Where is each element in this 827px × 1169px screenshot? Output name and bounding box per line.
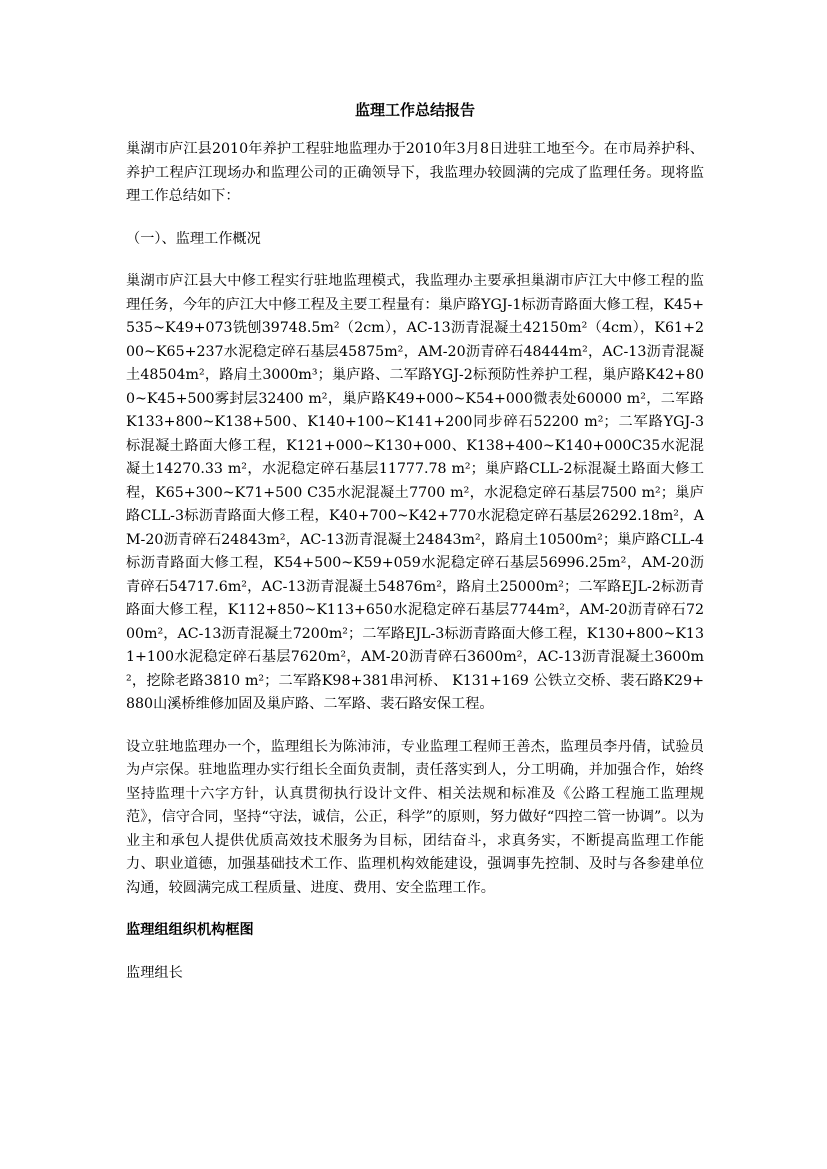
document-title: 监理工作总结报告 [354,101,475,119]
intro-paragraph: 巢湖市庐江县2010年养护工程驻地监理办于2010年3月8日进驻工地至今。在市局养护科、养护工程庐江现场办和监理公司的正确领导下，我监理办较圆满的完成了监理任务。现将监理工作总结如下： [126,141,704,204]
document-page [126,98,704,1004]
organization-paragraph: 设立驻地监理办一个，监理组长为陈沛沛，专业监理工程师王善杰，监理员李丹倩，试验员为卢宗保。驻地监理办实行组长全面负责制，责任落实到人，分工明确，并加强合作，始终坚持监理十六字方针，认真贯彻执行设计文件、相关法规和标准及《公路工程施工监理规范》，信守合同，坚持“守法，诚信，公正，科学”的原则，努力做好“四控二管一协调”。以为业主和承包人提供优质高效技术服务为目标，团结奋斗，求真务实，不断提高监理工作能力、职业道德，加强基础技术工作、监理机构效能建设，强调事先控制、及时与各参建单位沟通，较圆满完成工程质量、进度、费用、安全监理工作。 [126,738,704,896]
overview-paragraph: 巢湖市庐江县大中修工程实行驻地监理模式，我监理办主要承担巢湖市庐江大中修工程的监理任务，今年的庐江大中修工程及主要工程量有：巢庐路YGJ-1标沥青路面大修工程，K45+535~K49+073铣刨39748.5m²（2cm），AC-13沥青混凝土42150m²（4cm），K61+200~K65+237水泥稳定碎石基层45875m²，AM-20沥青碎石48444m²，AC-13沥青混凝土48504m²，路肩土3000m³；巢庐路、二军路YGJ-2标预防性养护工程，巢庐路K42+800~K45+500雾封层32400 m²，巢庐路K49+000~K54+000微表处60000 m²，二军路K133+800~K138+500、K140+100~K141+200同步碎石52200 m²；二军路YGJ-3标混凝土路面大修工程，K121+000~K130+000、K138+400~K140+000C35水泥混凝土14270.33 m²，水泥稳定碎石基层11777.78 m²；巢庐路CLL-2标混凝土路面大修工程，K65+300~K71+500 C35水泥混凝土7700 m²，水泥稳定碎石基层7500 m²；巢庐路CLL-3标沥青路面大修工程，K40+700~K42+770水泥稳定碎石基层26292.18m²，AM-20沥青碎石24843m²，AC-13沥青混凝土24843m²，路肩土10500m²；巢庐路CLL-4标沥青路面大修工程，K54+500~K59+059水泥稳定碎石基层56996.25m²，AM-20沥青碎石54717.6m²，AC-13沥青混凝土54876m²，路肩土25000m²；二军路EJL-2标沥青路面大修工程，K112+850~K113+650水泥稳定碎石基层7744m²，AM-20沥青碎石7200m²，AC-13沥青混凝土7200m²；二军路EJL-3标沥青路面大修工程，K130+800~K131+100水泥稳定碎石基层7620m²，AM-20沥青碎石3600m²，AC-13沥青混凝土3600m²，挖除老路3810 m²；二军路K98+381串河桥、 K131+169 公铁立交桥、裴石路K29+880山溪桥维修加固及巢庐路、二军路、裴石路安保工程。 [126,273,704,712]
org-chart-heading: 监理组组织机构框图 [126,922,254,938]
org-chart-item-leader: 监理组长 [126,964,183,981]
section-heading-overview: （一）、监理工作概况 [126,230,261,247]
